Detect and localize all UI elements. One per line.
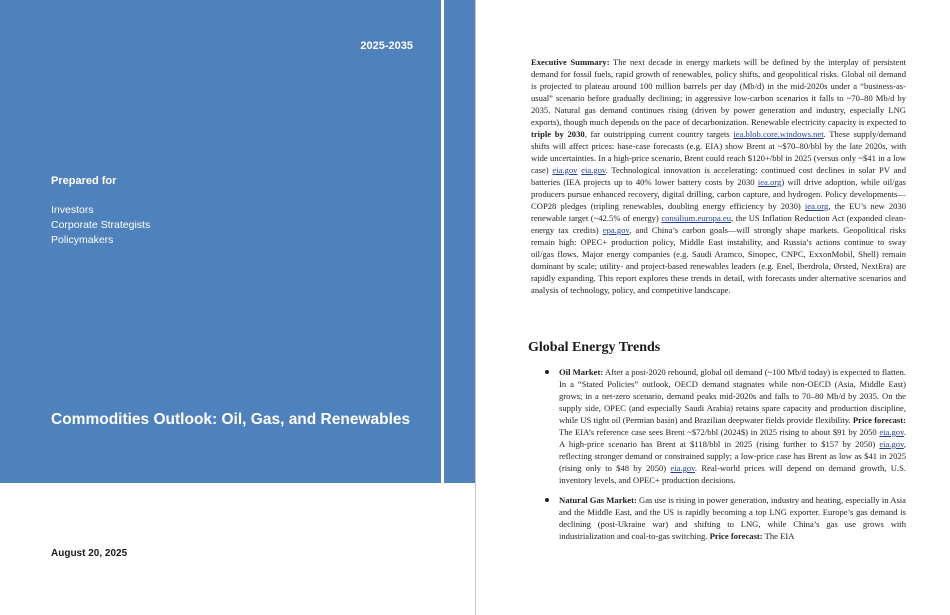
bullet-icon: [545, 370, 549, 374]
list-item: [531, 494, 906, 542]
exec-text: , the EU’s new 2030 renewable target (~42.5% of energy): [531, 201, 907, 223]
link-consilium[interactable]: consilium.europa.eu: [661, 213, 732, 223]
prepared-for-label: Prepared for: [51, 175, 117, 187]
audience-item: Policymakers: [51, 234, 114, 246]
oil-text: The EIA’s reference case sees Brent ~$72/bbl (2024$) in 2025 rising to about $91 by 2050: [559, 427, 880, 437]
exec-summary-label: Executive Summary:: [531, 57, 610, 67]
price-forecast-label: Price forecast:: [852, 415, 907, 425]
exec-text: , and China’s carbon goals—will strongly shape markets. Geopolitical risks remain high: OPEC+ production policy, Middle East instability, and Russia’s actions continue to sway oil/gas flows. Major energy companies (e.g. Saudi Aramco, Sinopec, CNPC, ExxonMobil, Shell) remain dominant by scale; utility- and project-based renewables leaders (e.g. Enel, Iberdrola, Ørsted, NextEra) are rapidly expanding. This report explores these trends in detail, with forecasts under alternative scenarios and analysis of technology, policy, and competitive landscape.: [531, 225, 906, 295]
exec-text: . These supply/demand shifts will affect prices: base-case forecasts (e.g. EIA) show Brent at ~$70–80/bbl by the late 2020s, with wide uncertainties. In a high-price scenario, Brent could reach $120+/bbl in 2025 (versus only ~$41 in a low case): [531, 129, 906, 175]
oil-text: . A high-price scenario has Brent at $118/bbl in 2025 (rising further to $157 by 2050): [559, 427, 906, 449]
oil-text: , reflecting stronger demand or constrained supply; a low-price case has Brent as low as $41 in 2025 (rising only to $48 by 2050): [559, 439, 906, 473]
link-eia-gov[interactable]: eia.gov: [879, 427, 904, 437]
exec-text: , the US Inflation Reduction Act (expanded clean-energy tax credits): [531, 213, 906, 235]
link-eia-gov[interactable]: eia.gov: [670, 463, 695, 473]
publication-date: August 20, 2025: [51, 548, 128, 559]
exec-text: . Technological innovation is accelerating: continued cost declines in solar PV and batteries (IEA projects up to 40% lower battery costs by 2030: [531, 165, 906, 187]
link-iea-org[interactable]: iea.org: [757, 177, 782, 187]
audience-item: Investors: [51, 204, 94, 216]
list-item: [531, 366, 906, 486]
oil-market-label: Oil Market:: [559, 367, 604, 377]
link-epa-gov[interactable]: epa.gov: [602, 225, 630, 235]
exec-text: , far outstripping current country targets: [584, 129, 734, 139]
oil-text: . Real-world prices will depend on demand growth, U.S. inventory levels, and OPEC+ production decisions.: [559, 463, 906, 485]
audience-item: Corporate Strategists: [51, 219, 151, 231]
price-forecast-label: Price forecast:: [709, 531, 763, 541]
link-eia-gov[interactable]: eia.gov: [552, 165, 578, 175]
trend-list: [531, 366, 906, 550]
content-page: [476, 0, 950, 615]
exec-text: The next decade in energy markets will be defined by the interplay of persistent demand for fossil fuels, rapid growth of renewables, policy shifts, and geopolitical risks. Global oil demand is projected to plateau around 100 million barrels per day (Mb/d) in the mid-2020s under a “business-as-usual” scenario before gradually declining; in aggressive low-carbon scenarios it falls to ~70–80 Mb/d by 2035. Natural gas demand continues rising (driven by power generation and industry, especially LNG exports), though much depends on the pace of decarbonization. Renewable electricity capacity is expected to: [531, 57, 907, 127]
bullet-icon: [545, 498, 549, 502]
report-title: Commodities Outlook: Oil, Gas, and Renewables: [51, 411, 411, 428]
exec-text: ) will drive adoption, while oil/gas producers pursue enhanced recovery, digital drilling, carbon capture, and hydrogen. Policy developments—COP28 pledges (tripling renewables, doubling energy efficiency by 2030): [531, 177, 906, 211]
triple-by-2030: triple by 2030: [531, 129, 585, 139]
executive-summary: [531, 56, 906, 296]
section-heading: Global Energy Trends: [528, 340, 661, 355]
gas-market-label: Natural Gas Market:: [559, 495, 637, 505]
gas-text: The EIA: [762, 531, 795, 541]
link-eia-gov[interactable]: eia.gov: [581, 165, 606, 175]
gas-text: Gas use is rising in power generation, industry and heating, especially in Asia and the Middle East, and the US is rapidly becoming a top LNG exporter. Europe’s gas demand is declining (post-Ukraine war) and shifting to LNG, while China’s gas use grows with industrialization and coal-to-gas switching.: [559, 495, 906, 541]
cover-side-band: [444, 0, 475, 483]
cover-date-range: 2025-2035: [360, 40, 413, 52]
link-eia-gov[interactable]: eia.gov: [879, 439, 904, 449]
oil-text: After a post-2020 rebound, global oil demand (~100 Mb/d today) is expected to flatten. In a “Stated Policies” outlook, OECD demand stagnates while non-OECD (Asia, Middle East) grows; in a net-zero scenario, demand peaks mid-2020s and falls to 70–80 Mb/d by 2035. On the supply side, OPEC (and especially Saudi Arabia) retains spare capacity and production discipline, while US tight oil (Permian basin) and Brazilian deepwater fields provide flexibility.: [559, 367, 906, 425]
link-iea-org[interactable]: iea.org: [804, 201, 829, 211]
link-iea-blob[interactable]: iea.blob.core.windows.net: [733, 129, 824, 139]
audience-list: [51, 203, 150, 248]
